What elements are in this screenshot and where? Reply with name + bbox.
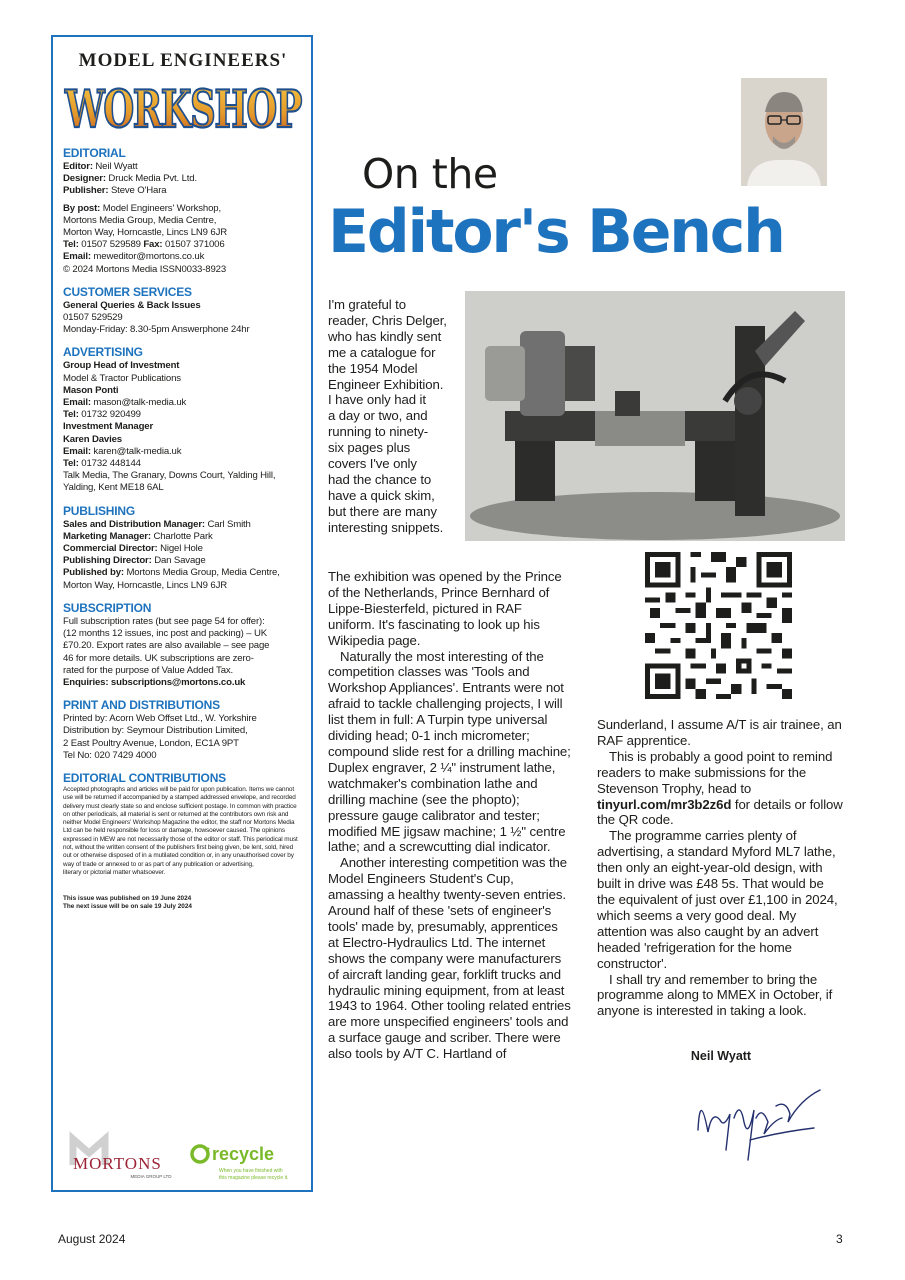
page-number: 3 xyxy=(836,1232,843,1246)
paragraph: The exhibition was opened by the Prince of the Netherlands, Prince Bernhard of Lippe-Biesterfeld, pictured in RAF uniform. It's fascinating to look up his Wikipedia page. xyxy=(328,569,562,648)
staff-listing xyxy=(63,146,305,912)
paragraph: I shall try and remember to bring the programme along to MMEX in October, if anyone is interested in taking a look. xyxy=(597,971,833,1019)
qr-code[interactable] xyxy=(645,552,792,699)
subscription-section: SUBSCRIPTION Full subscription rates (but see page 54 for offer): (12 months 12 issues, inc post and packing) – UK £70.20. Export rates are also available – see page 46 for more details. UK subscriptions are zero- rated for the purpose of Value Added Tax. Enquiries: subscriptions@mortons.co.uk xyxy=(63,600,270,688)
page-title: Editor's Bench xyxy=(328,197,784,267)
author-name: Neil Wyatt xyxy=(690,1049,752,1063)
publisher-logos xyxy=(69,1135,305,1183)
article-column-1 xyxy=(328,569,572,1062)
headline-kicker: On the xyxy=(362,150,498,198)
editor-portrait xyxy=(741,78,827,186)
print-section: PRINT AND DISTRIBUTIONS Printed by: Acorn Web Offset Ltd., W. Yorkshire Distribution by: Seymour Distribution Limited, 2 East Poultry Avenue, London, EC1A 9PT Tel No: 020 7429 4000 xyxy=(63,698,257,761)
advertising-section: ADVERTISING Group Head of Investment Model & Tractor Publications Mason Ponti Email: mason@talk-media.uk Tel: 01732 920499 Investment Manager Karen Davies Email: karen@talk-media.uk Tel: 01732 448144 Talk Media, The Granary, Downs Court, Yalding Hill, Yalding, Kent ME18 6AL xyxy=(63,345,276,494)
issue-dates: This issue was published on 19 June 2024 The next issue will be on sale 19 July 2024 xyxy=(63,895,192,911)
email-link[interactable]: mason@talk-media.uk xyxy=(93,397,187,409)
recycle-logo xyxy=(192,1144,288,1181)
editorial-section: EDITORIAL Editor: Neil Wyatt Designer: Druck Media Pvt. Ltd. Publisher: Steve O'Hara By post: Model Engineers' Workshop, Mortons Media Group, Media Centre, Morton Way, Horncastle, Lincs LN9 6JR Tel: 01507 529589 Fax: 01507 371006 Email: meweditor@mortons.co.uk © 2024 Mortons Media ISSN0033-8923 xyxy=(63,146,305,276)
section-heading: EDITORIAL xyxy=(63,146,126,160)
paragraph: The programme carries plenty of advertising, a standard Myford ML7 lathe, then only an eight-year-old design, with built in drive was £48 5s. That would be the equivalent of just over £1,100 in 2024, which seems a very good deal. My attention was also caught by an advert headed 'refrigeration for the home constructor'. xyxy=(597,828,838,971)
customer-services-section: CUSTOMER SERVICES General Queries & Back Issues 01507 529529 Monday-Friday: 8.30-5pm Answerphone 24hr xyxy=(63,284,250,336)
svg-text:When you have finished with: When you have finished with xyxy=(219,1168,283,1174)
tinyurl-link[interactable]: tinyurl.com/mr3b2z6d xyxy=(597,796,732,812)
editor-email[interactable]: meweditor@mortons.co.uk xyxy=(93,251,205,263)
signature-image xyxy=(690,1070,830,1180)
svg-text:recycle: recycle xyxy=(212,1144,275,1164)
logo-line-2: WORKSHOP xyxy=(64,80,303,140)
watchmaker-lathe-photo xyxy=(465,291,845,541)
mortons-logo xyxy=(73,1139,172,1179)
email-link[interactable]: karen@talk-media.uk xyxy=(93,445,182,457)
paragraph: Naturally the most interesting of the competition classes was 'Tools and Workshop Appliances'. Entrants were not afraid to tackle challenging projects, I will list them in full: A Turpin type universal dividing head; 0-1 inch micrometer; compound slide rest for a drilling machine; Duplex engraver, 2 ¼" instrument lathe, watchmaker's combination lathe and drilling machine (see the phopto); pressure gauge calibrator and tester; modified ME jigsaw machine; 1 ½" centre lathe; and a screwcutting dial indicator. xyxy=(328,648,571,855)
svg-text:MEDIA GROUP LTD: MEDIA GROUP LTD xyxy=(130,1174,172,1179)
paragraph: This is probably a good point to remind readers to make submissions for the Stevenson Trophy, head to tinyurl.com/mr3b2z6d for details or follow the QR code. xyxy=(597,748,843,828)
paragraph: Sunderland, I assume A/T is air trainee, an RAF apprentice. xyxy=(597,717,842,748)
svg-text:this magazine please recycle i: this magazine please recycle it. xyxy=(219,1175,289,1181)
publishing-section: PUBLISHING Sales and Distribution Manager: Carl Smith Marketing Manager: Charlotte Park Commercial Director: Nigel Hole Publishing Director: Dan Savage Published by: Mortons Media Group, Media Centre, Morton Way, Horncastle, Lincs LN9 6JR xyxy=(63,503,280,591)
article-column-2 xyxy=(597,717,845,1019)
subscriptions-email[interactable]: Enquiries: subscriptions@mortons.co.uk xyxy=(63,676,246,688)
logo-line-1: MODEL ENGINEERS' xyxy=(78,50,288,71)
article-intro-column: I'm grateful to reader, Chris Delger, who has kindly sent me a catalogue for the 1954 Model Engineer Exhibition. I have only had it a day or two, and running to ninety- six pages plus covers I've only had the chance to have a quick skim, but there are many interesting snippets. xyxy=(328,297,447,535)
workshop-logo xyxy=(61,41,305,141)
paragraph: Another interesting competition was the Model Engineers Student's Cup, amassing a healthy twenty-seven entries. Around half of these 'sets of engineer's tools' made by, presumably, apprentices at Electro-Hydraulics Ltd. The internet shows the company were manufacturers of aircraft landing gear, forklift trucks and hydraulic mining equipment, from at least 1943 to 1964. Other tooling related entries are more unspecified engineers' tools and a surface gauge and scriber. There were also tools by A/T C. Hartland of xyxy=(328,855,571,1062)
contributions-section: EDITORIAL CONTRIBUTIONS Accepted photographs and articles will be paid for upon publication. Items we cannot use will be returned if accompanied by a stamped addressed envelope, and recorded delivery must clearly state so and enclose sufficient postage. In common with practice on other periodicals, all material is sent or returned at the contributors own risk and neither Model Engineers' Workshop Magazine the editor, the staff nor Mortons Media Ltd can be held responsible for loss or damage, howsoever caused. The opinions expressed in MEW are not necessarily those of the editor or staff. This periodical must not, without the written consent of the publishers first being given, be lent, sold, hired out or otherwise disposed of in a mutilated condition or, in any unauthorised cover by way of trade or annexed to or as part of any publication or advertising, literary or pictorial matter whatsoever. xyxy=(63,770,298,876)
issue-date: August 2024 xyxy=(58,1232,126,1246)
masthead-sidebar xyxy=(51,35,313,1192)
svg-text:MORTONS: MORTONS xyxy=(73,1154,162,1173)
